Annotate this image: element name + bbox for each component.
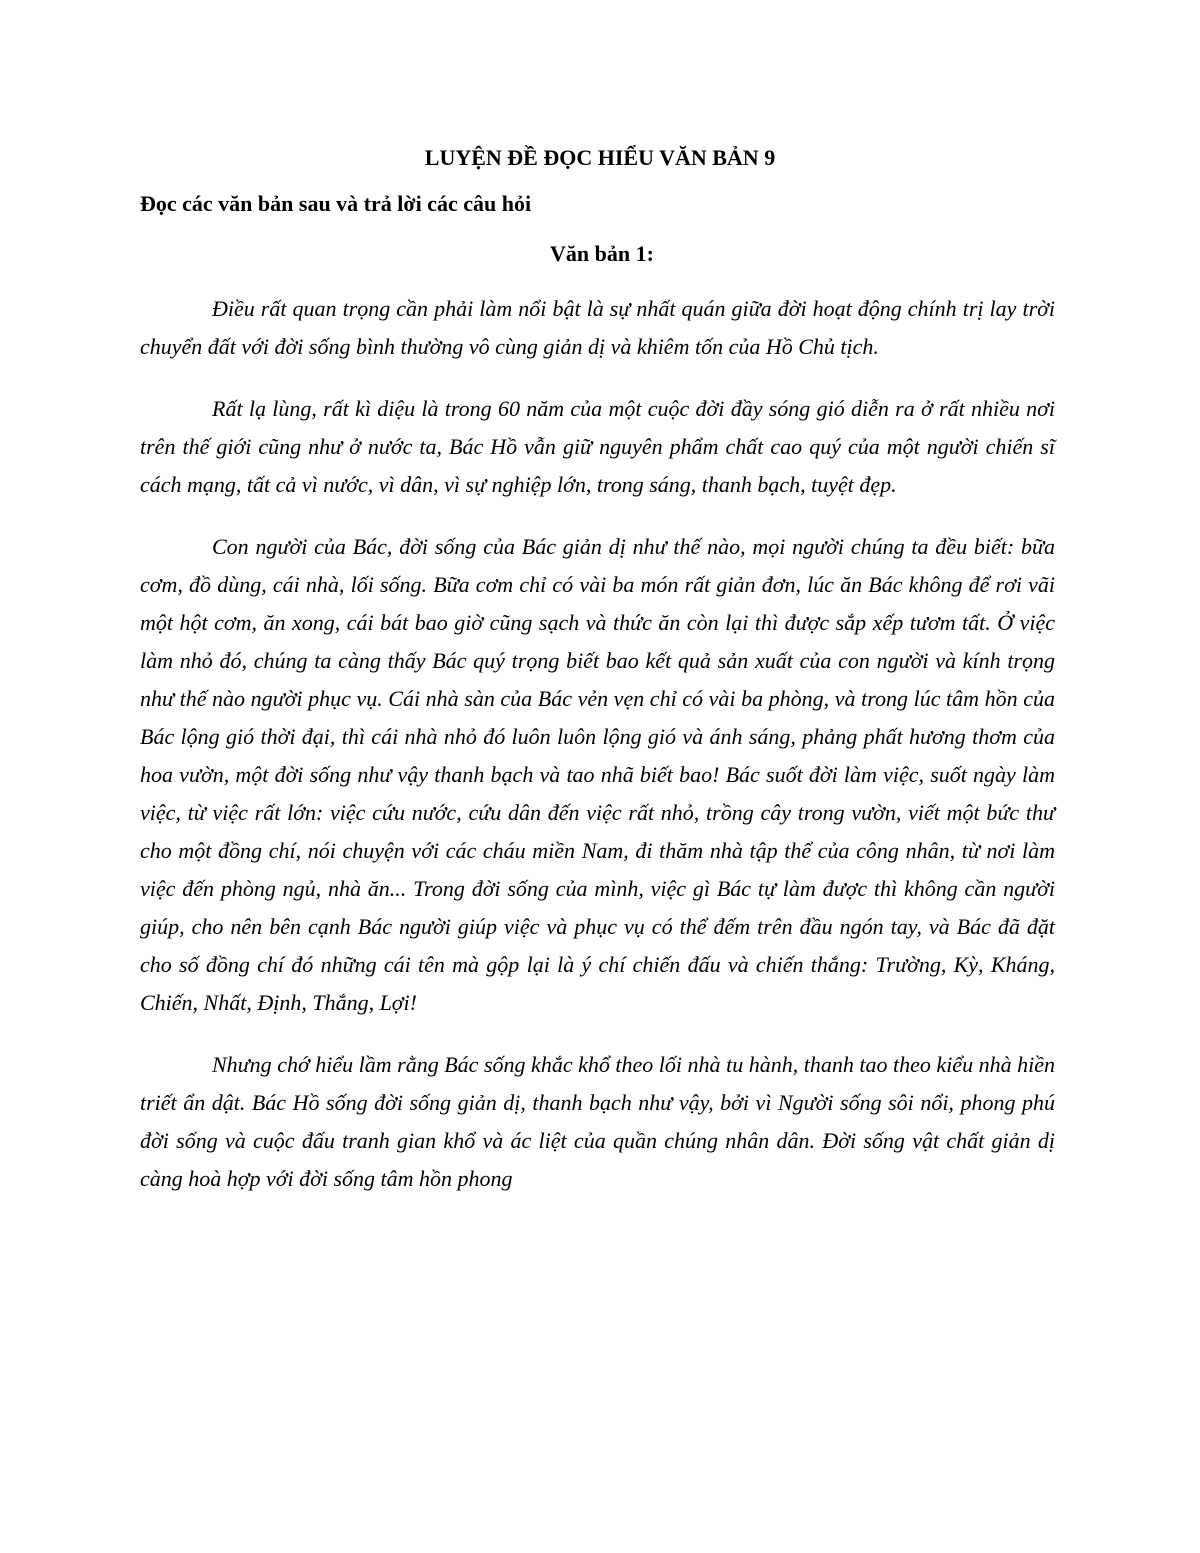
passage-body — [140, 290, 1055, 1222]
paragraph: Con người của Bác, đời sống của Bác giản dị như thế nào, mọi người chúng ta đều biết: bữa cơm, đồ dùng, cái nhà, lối sống. Bữa cơm chỉ có vài ba món rất giản đơn, lúc ăn Bác không để rơi vãi một hột cơm, ăn xong, cái bát bao giờ cũng sạch và thức ăn còn lại thì được sắp xếp tươm tất. Ở việc làm nhỏ đó, chúng ta càng thấy Bác quý trọng biết bao kết quả sản xuất của con người và kính trọng như thế nào người phục vụ. Cái nhà sàn của Bác vẻn vẹn chỉ có vài ba phòng, và trong lúc tâm hồn của Bác lộng gió thời đại, thì cái nhà nhỏ đó luôn luôn lộng gió và ánh sáng, phảng phất hương thơm của hoa vườn, một đời sống như vậy thanh bạch và tao nhã biết bao! Bác suốt đời làm việc, suốt ngày làm việc, từ việc rất lớn: việc cứu nước, cứu dân đến việc rất nhỏ, trồng cây trong vườn, viết một bức thư cho một đồng chí, nói chuyện với các cháu miền Nam, đi thăm nhà tập thể của công nhân, từ nơi làm việc đến phòng ngủ, nhà ăn... Trong đời sống của mình, việc gì Bác tự làm được thì không cần người giúp, cho nên bên cạnh Bác người giúp việc và phục vụ có thể đếm trên đầu ngón tay, và Bác đã đặt cho số đồng chí đó những cái tên mà gộp lại là ý chí chiến đấu và chiến thắng: Trường, Kỳ, Kháng, Chiến, Nhất, Định, Thắng, Lợi! — [140, 534, 1055, 1015]
instruction-text: Đọc các văn bản sau và trả lời các câu hỏi — [140, 191, 532, 216]
paragraph: Điều rất quan trọng cần phải làm nổi bật là sự nhất quán giữa đời hoạt động chính trị lay trời chuyển đất với đời sống bình thường vô cùng giản dị và khiêm tốn của Hồ Chủ tịch. — [140, 296, 1055, 359]
section-title: Văn bản 1: — [550, 241, 654, 266]
paragraph: Nhưng chớ hiểu lầm rằng Bác sống khắc khổ theo lối nhà tu hành, thanh tao theo kiểu nhà hiền triết ẩn dật. Bác Hồ sống đời sống giản dị, thanh bạch như vậy, bởi vì Người sống sôi nổi, phong phú đời sống và cuộc đấu tranh gian khổ và ác liệt của quần chúng nhân dân. Đời sống vật chất giản dị càng hoà hợp với đời sống tâm hồn phong — [140, 1052, 1055, 1191]
paragraph: Rất lạ lùng, rất kì diệu là trong 60 năm của một cuộc đời đầy sóng gió diễn ra ở rất nhiều nơi trên thế giới cũng như ở nước ta, Bác Hồ vẫn giữ nguyên phẩm chất cao quý của một người chiến sĩ cách mạng, tất cả vì nước, vì dân, vì sự nghiệp lớn, trong sáng, thanh bạch, tuyệt đẹp. — [140, 396, 1055, 497]
document-title: LUYỆN ĐỀ ĐỌC HIỂU VĂN BẢN 9 — [424, 145, 776, 170]
